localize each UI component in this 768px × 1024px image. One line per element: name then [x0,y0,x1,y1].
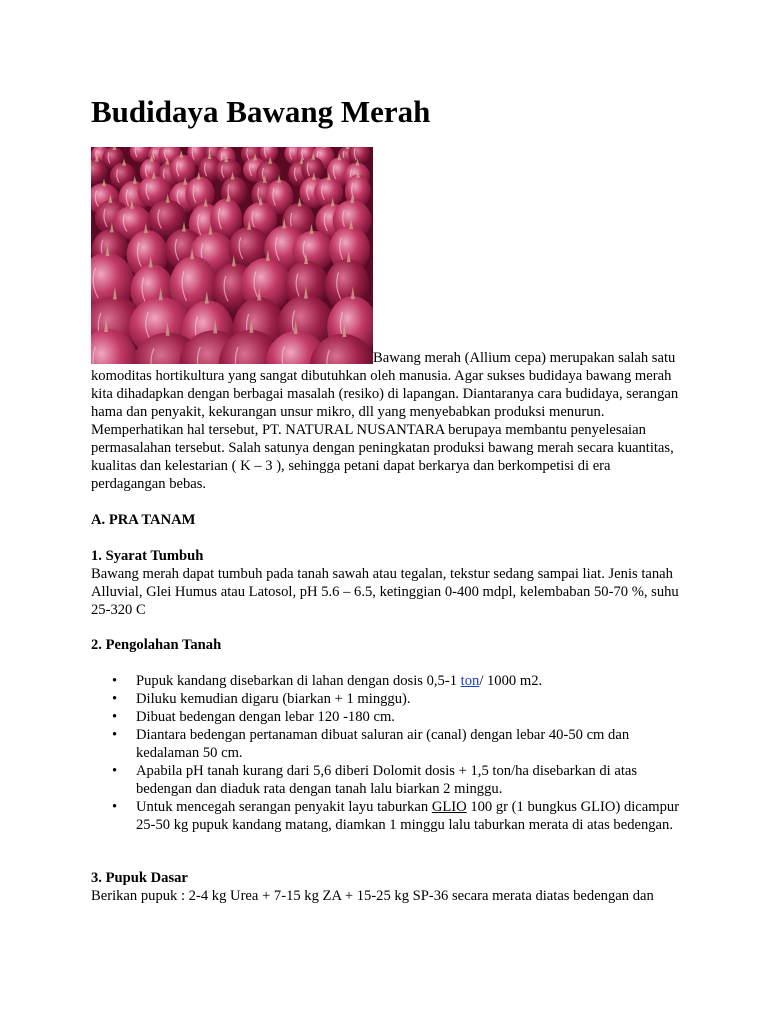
syarat-tumbuh-text: Bawang merah dapat tumbuh pada tanah sawah atau tegalan, tekstur sedang sampai liat. Jenis tanah Alluvial, Glei Humus atau Latosol, pH 5.6 – 6.5, ketinggian 0-400 mdpl, kelembaban 50-70 %, suhu 25-320 C [91,566,679,618]
list-item: • Dibuat bedengan dengan lebar 120 -180 cm. [91,708,683,726]
pupuk-dasar-heading: 3. Pupuk Dasar [91,870,188,886]
list-item: • Untuk mencegah serangan penyakit layu taburkan GLIO 100 gr (1 bungkus GLIO) dicampur 25-50 kg pupuk kandang matang, diamkan 1 minggu lalu taburkan merata di atas bedengan. [91,798,683,834]
shallot-bulb [314,177,343,207]
shallot-tip [322,147,326,148]
list-item: • Pupuk kandang disebarkan di lahan dengan dosis 0,5-1 ton/ 1000 m2. [91,672,683,690]
list-item: • Diantara bedengan pertanaman dibuat saluran air (canal) dengan lebar 40-50 cm dan kedalaman 50 cm. [91,726,683,762]
glio-underlined: GLIO [431,799,467,815]
pengolahan-tanah-list [91,672,683,834]
shallot-tip [346,147,350,149]
page-title: Budidaya Bawang Merah [91,94,431,129]
list-item: • Apabila pH tanah kurang dari 5,6 diberi Dolomit dosis + 1,5 ton/ha disebarkan di atas bedengan dan diaduk rata dengan tanah lalu biarkan 2 minggu. [91,762,683,798]
section-pra-tanam-heading: A. PRA TANAM [91,512,196,528]
shallot-illustration [91,147,373,364]
pupuk-dasar-text: Berikan pupuk : 2-4 kg Urea + 7-15 kg ZA + 15-25 kg SP-36 secara merata diatas bedengan dan [91,888,654,904]
shallot-bulb [170,155,195,184]
ton-link[interactable]: ton [460,673,480,689]
shallot-photo [91,147,373,364]
shallot-tip [158,147,162,148]
intro-paragraph: Bawang merah (Allium cepa) merupakan salah satu komoditas hortikultura yang sangat dibutuhkan oleh manusia. Agar sukses budidaya bawang merah kita dihadapkan dengan berbagai masalah (resiko) di lapangan. Diantaranya cara budidaya, serangan hama dan penyakit, kekurangan unsur mikro, dll yang menyebabkan produksi menurun. Memperhatikan hal tersebut, PT. NATURAL NUSANTARA berupaya membantu penyelesaian permasalahan tersebut. Salah satunya dengan peningkatan produksi bawang merah secara kuantitas, kualitas dan kelestarian ( K – 3 ), sehingga petani dapat berkarya dan berkompetisi di era perdagangan bebas. [91,350,679,492]
syarat-tumbuh-heading: 1. Syarat Tumbuh [91,548,204,564]
shallot-tip [98,147,102,148]
list-item: • Diluku kemudian digaru (biarkan + 1 minggu). [91,690,683,708]
shallot-tip [223,147,227,149]
pengolahan-tanah-heading: 2. Pengolahan Tanah [91,637,222,653]
